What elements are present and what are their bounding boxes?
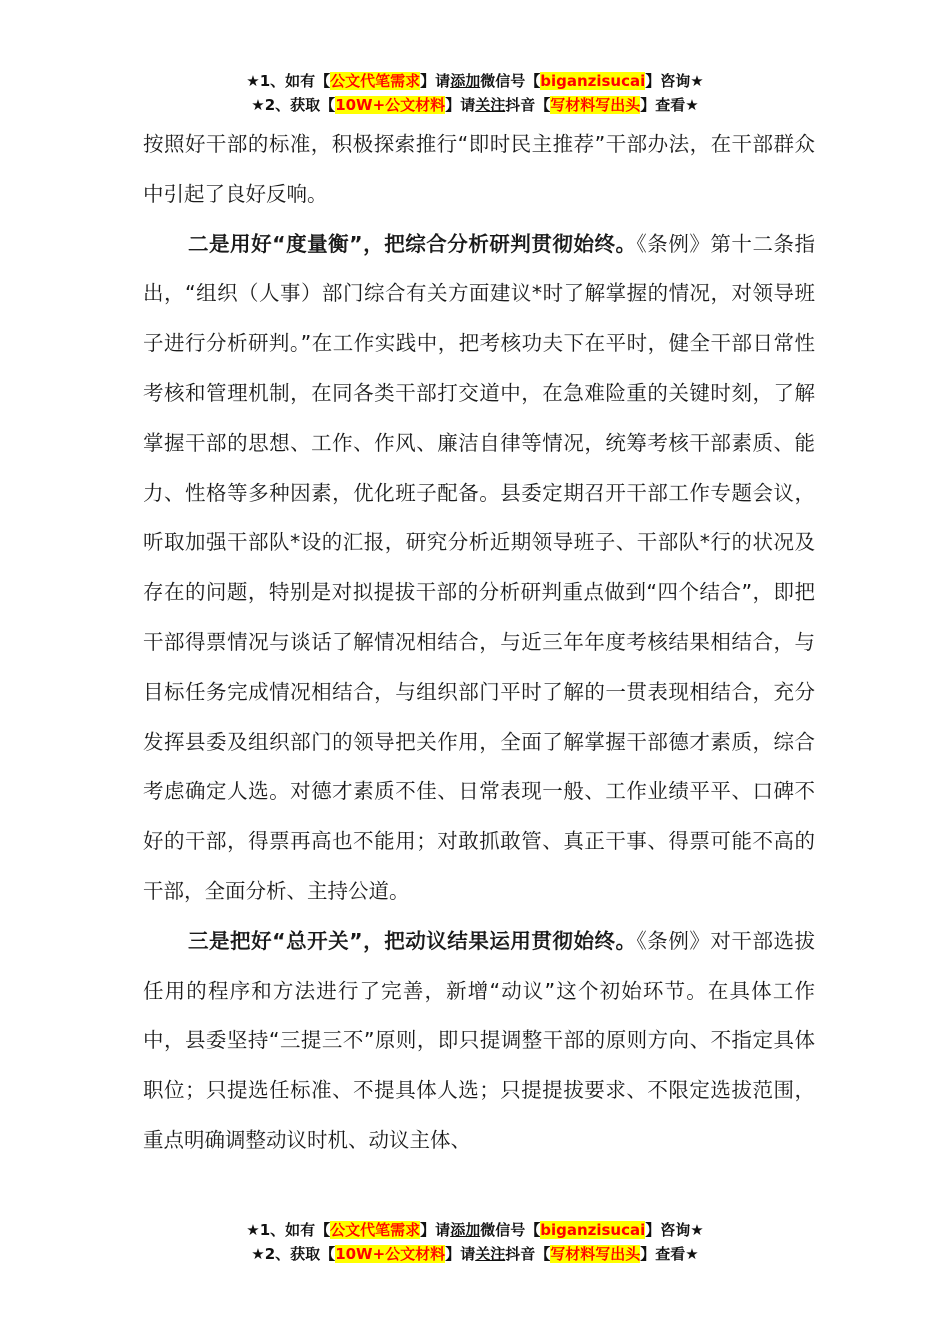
footer-notice (0, 1218, 950, 1266)
notice-text: ★2、获取【 (251, 96, 336, 114)
notice-line-1 (0, 1218, 950, 1242)
notice-text: 】查看★ (640, 1245, 699, 1263)
notice-highlight: 10W+公文材料 (335, 96, 446, 114)
header-notice (0, 69, 950, 117)
notice-text: 】查看★ (640, 96, 699, 114)
paragraph-3-text: 《条例》对干部选拔任用的程序和方法进行了完善，新增“动议”这个初始环节。在具体工作中，县委坚持“三提三不”原则，即只提调整干部的原则方向、不指定具体职位；只提选任标准、不提具体人选；只提提拔要求、不限定选拔范围，重点明确调整动议时机、动议主体、 (143, 928, 815, 1152)
paragraph-1: 按照好干部的标准，积极探索推行“即时民主推荐”干部办法，在干部群众中引起了良好反响。 (143, 132, 815, 206)
notice-text: ★2、获取【 (251, 1245, 336, 1263)
notice-highlight: 公文代笔需求 (330, 72, 421, 90)
notice-line-1 (0, 69, 950, 93)
notice-text: 抖音【 (505, 1245, 551, 1263)
notice-highlight: 公文代笔需求 (330, 1221, 421, 1239)
notice-text: 】请 (420, 1221, 451, 1239)
paragraph-3-heading: 三是把好“总开关”，把动议结果运用贯彻始终。 (188, 928, 637, 953)
notice-text: 抖音【 (505, 96, 551, 114)
notice-text: 微信号【 (480, 72, 541, 90)
notice-line-2 (0, 93, 950, 117)
notice-highlight: biganzisucai (540, 72, 646, 90)
paragraph-3 (143, 917, 815, 1166)
paragraph-2 (143, 220, 815, 917)
notice-underline: 关注 (475, 1245, 506, 1263)
notice-highlight: biganzisucai (540, 1221, 646, 1239)
notice-text: ★1、如有【 (246, 72, 331, 90)
notice-text: 】请 (445, 1245, 476, 1263)
notice-text: 】请 (420, 72, 451, 90)
notice-highlight: 写材料写出头 (550, 1245, 641, 1263)
notice-text: 】咨询★ (645, 72, 704, 90)
notice-underline: 添加 (450, 72, 481, 90)
notice-text: 微信号【 (480, 1221, 541, 1239)
notice-text: 】请 (445, 96, 476, 114)
notice-text: ★1、如有【 (246, 1221, 331, 1239)
notice-underline: 关注 (475, 96, 506, 114)
paragraph-2-heading: 二是用好“度量衡”，把综合分析研判贯彻始终。 (188, 231, 637, 256)
notice-highlight: 10W+公文材料 (335, 1245, 446, 1263)
document-body (143, 120, 815, 1166)
notice-text: 】咨询★ (645, 1221, 704, 1239)
notice-line-2 (0, 1242, 950, 1266)
notice-underline: 添加 (450, 1221, 481, 1239)
notice-highlight: 写材料写出头 (550, 96, 641, 114)
paragraph-2-text: 《条例》第十二条指出，“组织（人事）部门综合有关方面建议*时了解掌握的情况，对领导班子进行分析研判。”在工作实践中，把考核功夫下在平时，健全干部日常性考核和管理机制，在同各类干部打交道中，在急难险重的关键时刻，了解掌握干部的思想、工作、作风、廉洁自律等情况，统筹考核干部素质、能力、性格等多种因素，优化班子配备。县委定期召开干部工作专题会议，听取加强干部队*设的汇报，研究分析近期领导班子、干部队*行的状况及存在的问题，特别是对拟提拔干部的分析研判重点做到“四个结合”，即把干部得票情况与谈话了解情况相结合，与近三年年度考核结果相结合，与目标任务完成情况相结合，与组织部门平时了解的一贯表现相结合，充分发挥县委及组织部门的领导把关作用，全面了解掌握干部德才素质，综合考虑确定人选。对德才素质不佳、日常表现一般、工作业绩平平、口碑不好的干部，得票再高也不能用；对敢抓敢管、真正干事、得票可能不高的干部，全面分析、主持公道。 (143, 231, 815, 903)
